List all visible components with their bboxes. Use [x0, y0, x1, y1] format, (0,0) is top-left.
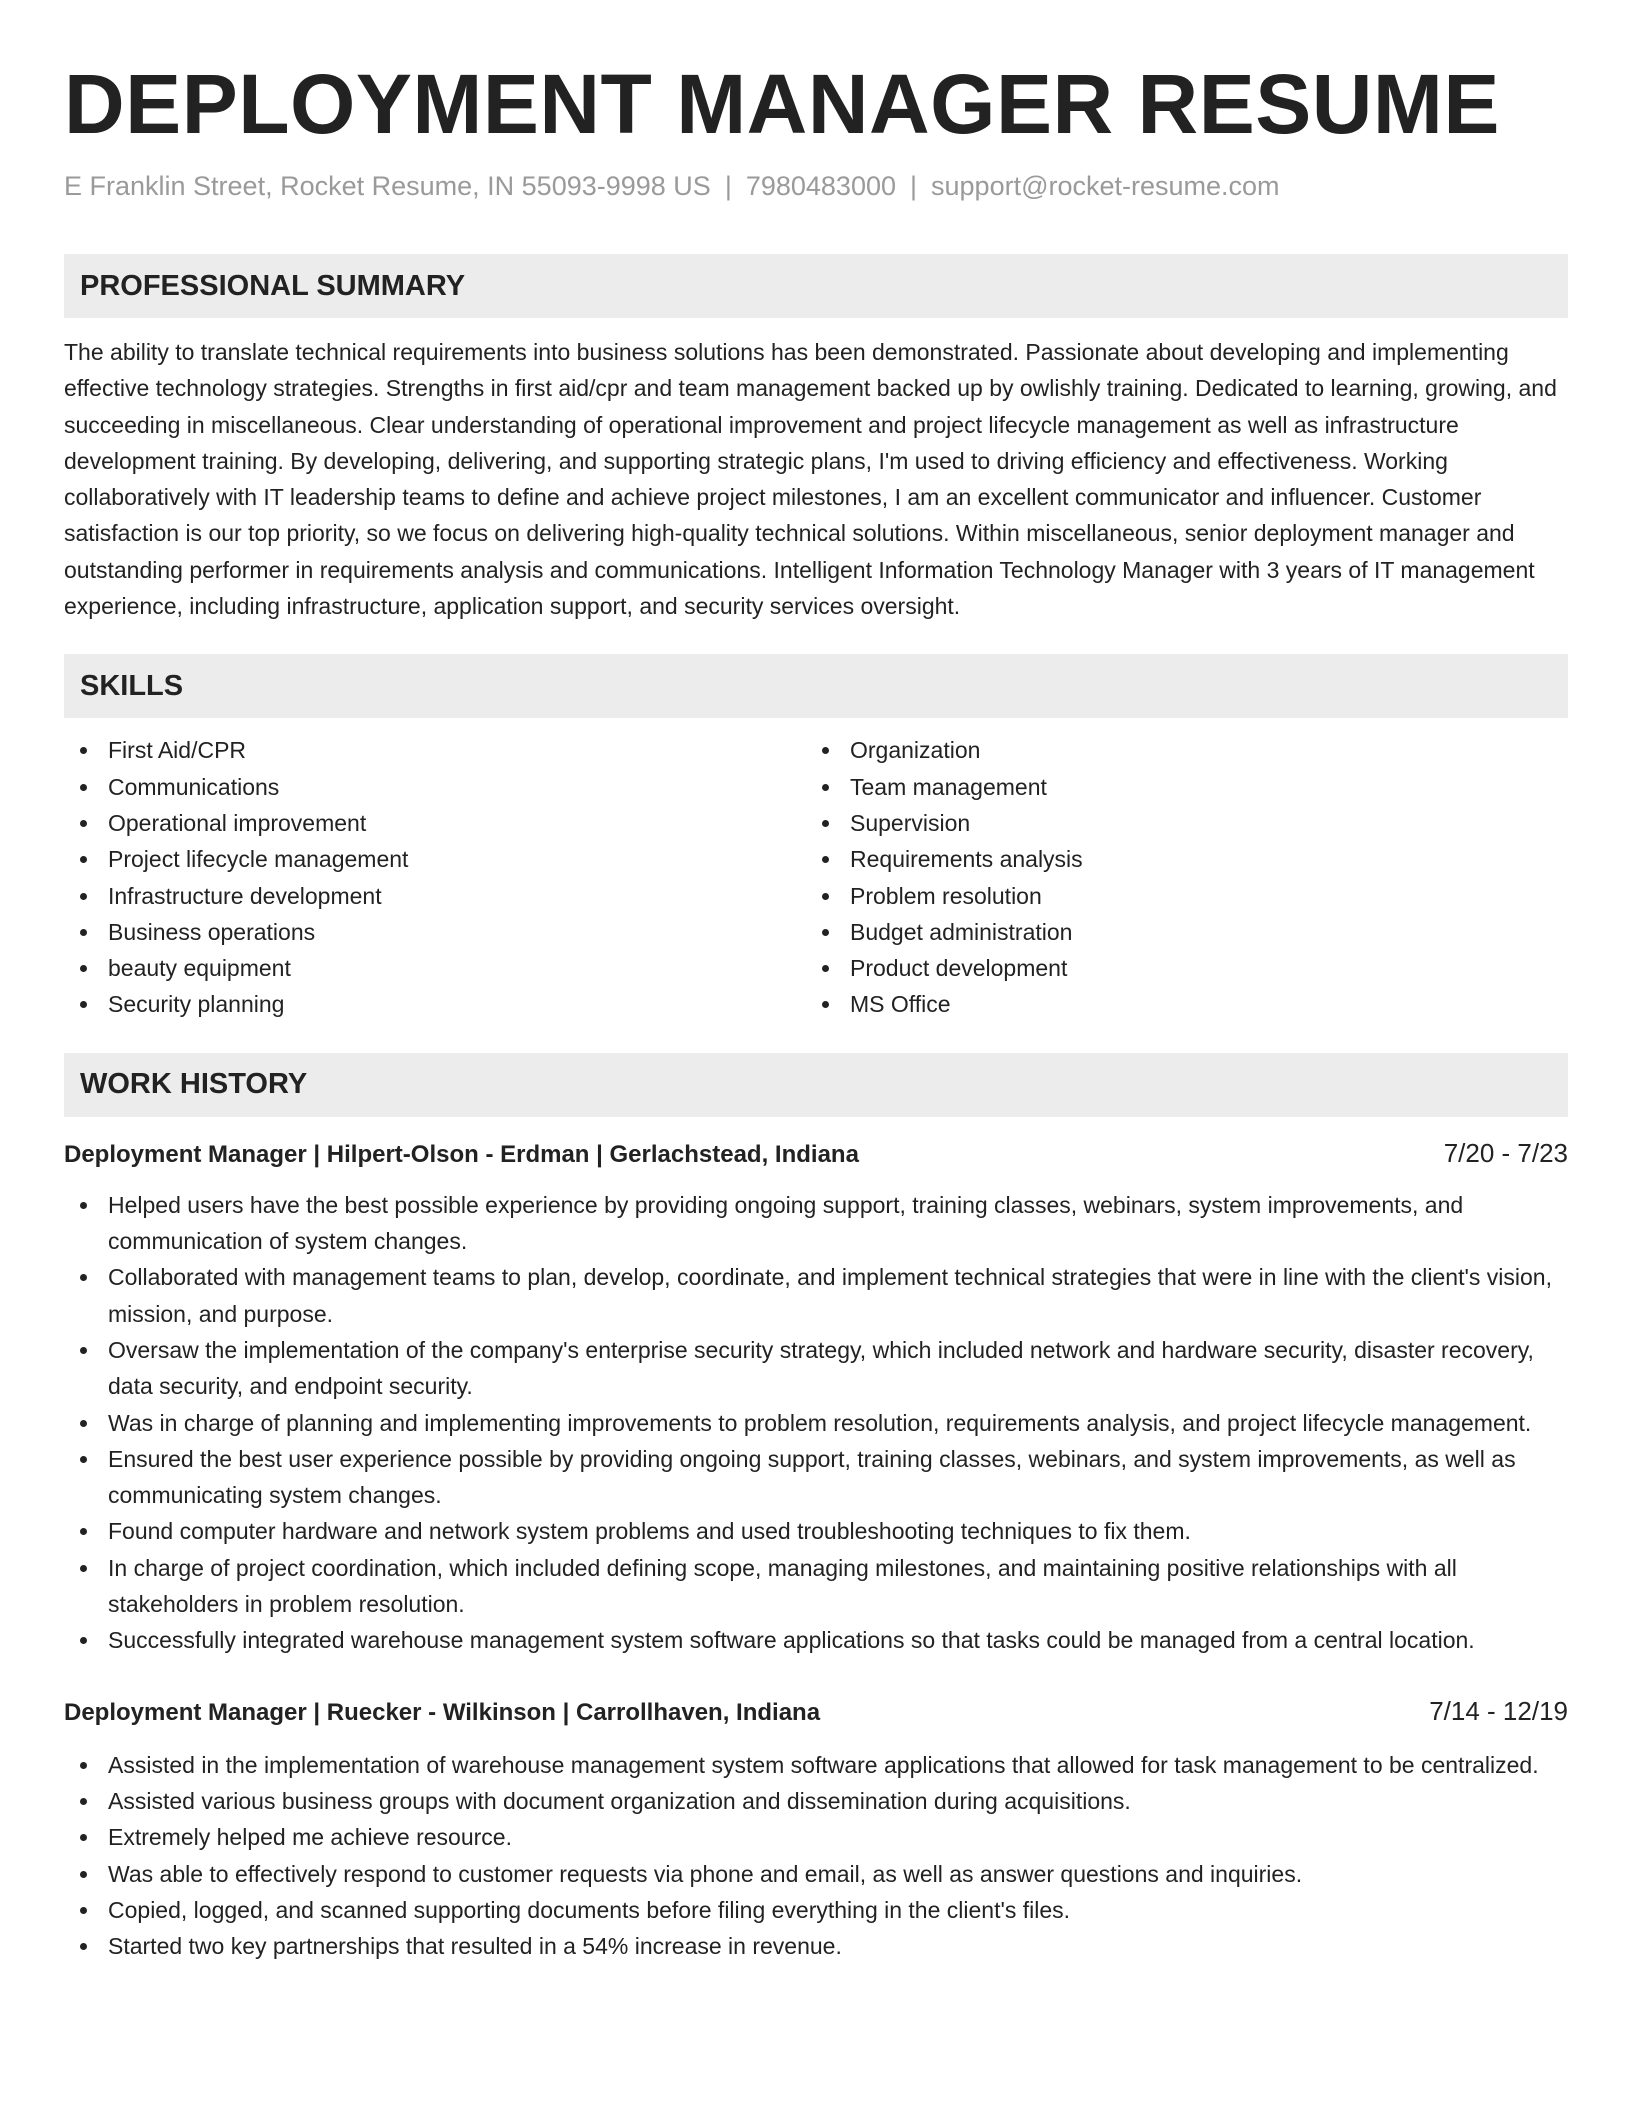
- skill-item: Business operations: [64, 914, 806, 950]
- skill-item: Budget administration: [806, 914, 1548, 950]
- section-header-skills: SKILLS: [64, 654, 1568, 718]
- job-bullet: Was in charge of planning and implementing improvements to problem resolution, requirements analysis, and project lifecycle management.: [64, 1405, 1568, 1441]
- job-header: [64, 1135, 1568, 1173]
- skill-item: MS Office: [806, 986, 1548, 1022]
- job-title: Deployment Manager | Ruecker - Wilkinson | Carrollhaven, Indiana: [64, 1698, 821, 1726]
- job-bullet: Was able to effectively respond to customer requests via phone and email, as well as answer questions and inquiries.: [64, 1856, 1568, 1892]
- contact-phone: 7980483000: [745, 171, 896, 201]
- skills-column-left: [64, 732, 806, 1022]
- job-dates: 7/20 - 7/23: [1443, 1137, 1568, 1168]
- job-bullets: [64, 1187, 1568, 1659]
- skill-item: First Aid/CPR: [64, 732, 806, 768]
- resume-page: [64, 0, 1568, 1964]
- job-bullets: [64, 1747, 1568, 1965]
- job-bullet: Extremely helped me achieve resource.: [64, 1819, 1568, 1855]
- skill-item: Organization: [806, 732, 1548, 768]
- skill-item: Product development: [806, 950, 1548, 986]
- job-bullet: Ensured the best user experience possible by providing ongoing support, training classes, webinars, and system improvements, as well as communicating system changes.: [64, 1441, 1568, 1514]
- skill-item: Project lifecycle management: [64, 841, 806, 877]
- skill-item: beauty equipment: [64, 950, 806, 986]
- job-bullet: Started two key partnerships that resulted in a 54% increase in revenue.: [64, 1928, 1568, 1964]
- skill-item: Supervision: [806, 805, 1548, 841]
- section-header-summary: PROFESSIONAL SUMMARY: [64, 254, 1568, 318]
- job-bullet: Oversaw the implementation of the company's enterprise security strategy, which included network and hardware security, disaster recovery, data security, and endpoint security.: [64, 1332, 1568, 1405]
- skill-item: Team management: [806, 769, 1548, 805]
- job-bullet: Assisted various business groups with document organization and dissemination during acquisitions.: [64, 1783, 1568, 1819]
- skill-item: Problem resolution: [806, 878, 1548, 914]
- contact-email: support@rocket-resume.com: [931, 171, 1280, 201]
- job-entry: [64, 1135, 1568, 1659]
- skill-item: Operational improvement: [64, 805, 806, 841]
- job-bullet: Copied, logged, and scanned supporting documents before filing everything in the client's files.: [64, 1892, 1568, 1928]
- skills-column-right: [806, 732, 1548, 1022]
- job-bullet: Collaborated with management teams to plan, develop, coordinate, and implement technical strategies that were in line with the client's vision, mission, and purpose.: [64, 1259, 1568, 1332]
- contact-separator: |: [910, 171, 918, 201]
- skill-item: Security planning: [64, 986, 806, 1022]
- job-header: [64, 1693, 1568, 1731]
- skills-list: [64, 732, 1568, 1022]
- job-bullet: Helped users have the best possible experience by providing ongoing support, training classes, webinars, system improvements, and communication of system changes.: [64, 1187, 1568, 1260]
- skill-item: Communications: [64, 769, 806, 805]
- job-dates: 7/14 - 12/19: [1429, 1695, 1568, 1726]
- job-title: Deployment Manager | Hilpert-Olson - Erdman | Gerlachstead, Indiana: [64, 1140, 859, 1168]
- job-entry: [64, 1693, 1568, 1965]
- contact-line: [64, 168, 1568, 204]
- contact-separator: |: [724, 171, 732, 201]
- skill-item: Requirements analysis: [806, 841, 1548, 877]
- skill-item: Infrastructure development: [64, 878, 806, 914]
- section-header-work-history: WORK HISTORY: [64, 1053, 1568, 1117]
- job-bullet: In charge of project coordination, which included defining scope, managing milestones, and maintaining positive relationships with all stakeholders in problem resolution.: [64, 1550, 1568, 1623]
- job-bullet: Found computer hardware and network system problems and used troubleshooting techniques to fix them.: [64, 1513, 1568, 1549]
- contact-address: E Franklin Street, Rocket Resume, IN 55093-9998 US: [64, 171, 711, 201]
- summary-text: The ability to translate technical requirements into business solutions has been demonstrated. Passionate about developing and implementing effective technology strategies. Strengths in first aid/cpr and team management backed up by owlishly training. Dedicated to learning, growing, and succeeding in miscellaneous. Clear understanding of operational improvement and project lifecycle management as well as infrastructure development training. By developing, delivering, and supporting strategic plans, I'm used to driving efficiency and effectiveness. Working collaboratively with IT leadership teams to define and achieve project milestones, I am an excellent communicator and influencer. Customer satisfaction is our top priority, so we focus on delivering high-quality technical solutions. Within miscellaneous, senior deployment manager and outstanding performer in requirements analysis and communications. Intelligent Information Technology Manager with 3 years of IT management experience, including infrastructure, application support, and security services oversight.: [64, 339, 1557, 620]
- job-bullet: Assisted in the implementation of warehouse management system software applications that allowed for task management to be centralized.: [64, 1747, 1568, 1783]
- job-bullet: Successfully integrated warehouse management system software applications so that tasks could be managed from a central location.: [64, 1622, 1568, 1658]
- resume-title: DEPLOYMENT MANAGER RESUME: [64, 57, 1500, 151]
